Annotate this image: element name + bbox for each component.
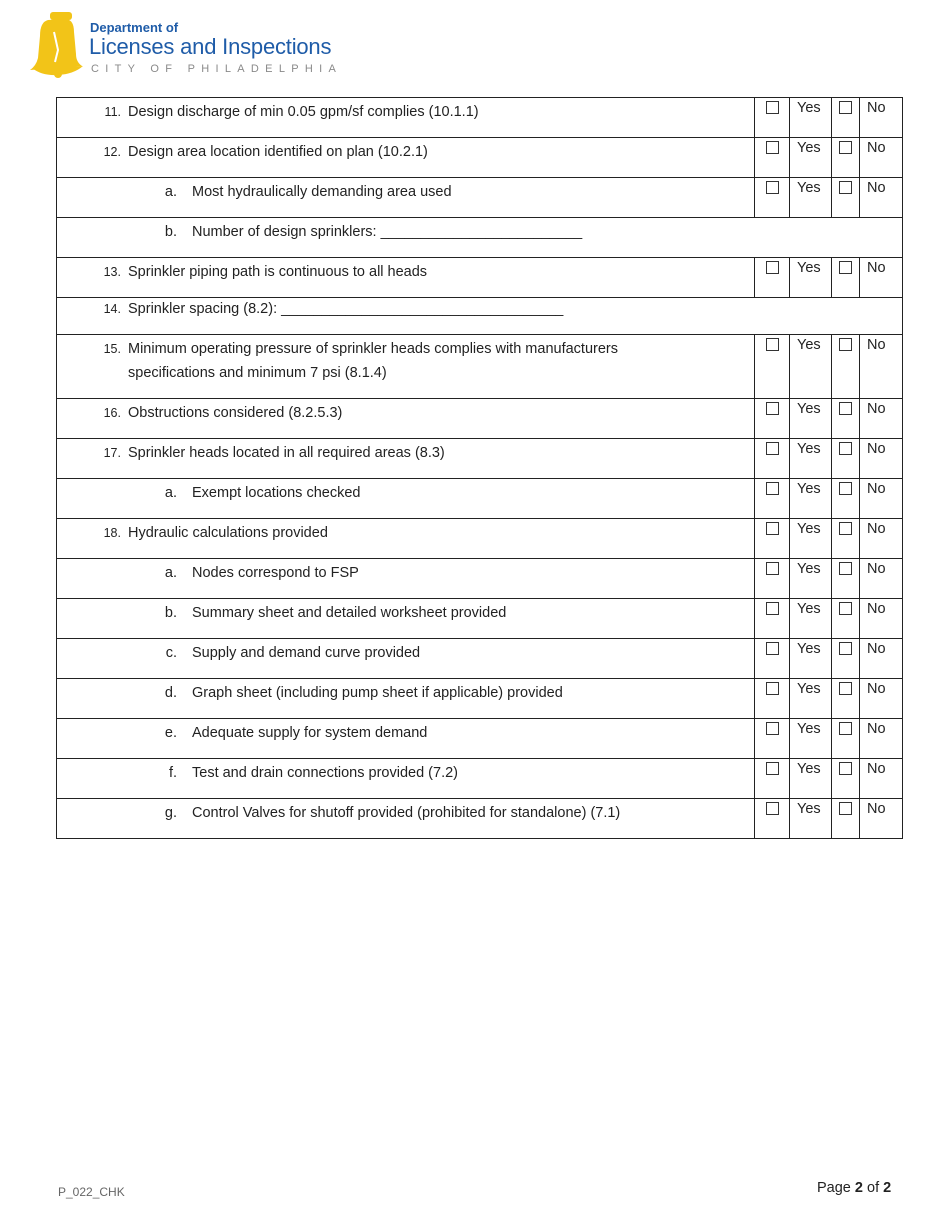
- item-number: 18.: [103, 526, 121, 540]
- item-text: Summary sheet and detailed worksheet provided: [192, 605, 507, 621]
- checklist-row: [57, 399, 903, 439]
- yes-checkbox[interactable]: [766, 682, 779, 695]
- item-letter: b.: [164, 605, 177, 621]
- yes-label: Yes: [790, 98, 832, 138]
- yes-checkbox[interactable]: [766, 602, 779, 615]
- item-text: Design area location identified on plan (10.2.1): [128, 144, 428, 160]
- page-prefix: Page: [817, 1180, 851, 1196]
- yes-label: Yes: [790, 439, 832, 479]
- yes-label: Yes: [790, 479, 832, 519]
- no-label: No: [860, 639, 903, 679]
- yes-checkbox[interactable]: [766, 802, 779, 815]
- no-label: No: [860, 719, 903, 759]
- checklist-row: [57, 298, 903, 335]
- item-number: 11.: [104, 105, 121, 119]
- page-indicator: [817, 1180, 891, 1196]
- no-checkbox[interactable]: [839, 802, 852, 815]
- department-title: Licenses and Inspections: [89, 34, 332, 59]
- checklist-row: [57, 218, 903, 258]
- item-letter: a.: [164, 184, 177, 200]
- design-sprinklers-field[interactable]: Number of design sprinklers: _________________________: [192, 224, 583, 240]
- item-number: 13.: [103, 265, 121, 279]
- page-of: of: [867, 1180, 880, 1196]
- no-checkbox[interactable]: [839, 522, 852, 535]
- yes-checkbox[interactable]: [766, 181, 779, 194]
- item-letter: b.: [164, 224, 177, 240]
- no-checkbox[interactable]: [839, 642, 852, 655]
- no-checkbox[interactable]: [839, 762, 852, 775]
- checklist-row: [57, 719, 903, 759]
- yes-label: Yes: [790, 335, 832, 399]
- item-text: Test and drain connections provided (7.2): [192, 765, 458, 781]
- item-number: 12.: [103, 145, 121, 159]
- checklist-row: [57, 519, 903, 559]
- checklist-row: [57, 679, 903, 719]
- item-number: 16.: [103, 406, 121, 420]
- no-label: No: [860, 335, 903, 399]
- no-label: No: [860, 759, 903, 799]
- no-checkbox[interactable]: [839, 338, 852, 351]
- yes-checkbox[interactable]: [766, 522, 779, 535]
- no-label: No: [860, 399, 903, 439]
- no-label: No: [860, 799, 903, 839]
- checklist-row: [57, 639, 903, 679]
- yes-label: Yes: [790, 599, 832, 639]
- checklist-table: [56, 97, 903, 839]
- no-label: No: [860, 519, 903, 559]
- item-text: Control Valves for shutoff provided (prohibited for standalone) (7.1): [192, 805, 621, 821]
- no-label: No: [860, 178, 903, 218]
- yes-checkbox[interactable]: [766, 642, 779, 655]
- sprinkler-spacing-field[interactable]: Sprinkler spacing (8.2): ___________________________________: [128, 301, 564, 317]
- yes-checkbox[interactable]: [766, 442, 779, 455]
- page-current: 2: [854, 1180, 863, 1196]
- yes-label: Yes: [790, 178, 832, 218]
- yes-checkbox[interactable]: [766, 141, 779, 154]
- item-text: Graph sheet (including pump sheet if applicable) provided: [192, 685, 563, 701]
- item-text: Sprinkler piping path is continuous to all heads: [128, 264, 428, 280]
- yes-label: Yes: [790, 519, 832, 559]
- no-label: No: [860, 479, 903, 519]
- no-label: No: [860, 679, 903, 719]
- checklist-row: [57, 258, 903, 298]
- item-text: Exempt locations checked: [192, 485, 361, 501]
- item-number: 17.: [103, 446, 121, 460]
- checklist-row: [57, 335, 903, 399]
- item-text: Most hydraulically demanding area used: [192, 184, 452, 200]
- checklist-row: [57, 759, 903, 799]
- no-checkbox[interactable]: [839, 101, 852, 114]
- item-text: Hydraulic calculations provided: [128, 525, 328, 541]
- yes-checkbox[interactable]: [766, 722, 779, 735]
- no-label: No: [860, 258, 903, 298]
- item-text: Minimum operating pressure of sprinkler heads complies with manufacturers specifications and minimum 7 psi (8.1.4): [128, 341, 618, 381]
- yes-label: Yes: [790, 399, 832, 439]
- no-label: No: [860, 559, 903, 599]
- item-letter: e.: [164, 725, 177, 741]
- checklist-row: [57, 439, 903, 479]
- checklist-row: [57, 599, 903, 639]
- yes-checkbox[interactable]: [766, 101, 779, 114]
- yes-label: Yes: [790, 719, 832, 759]
- no-checkbox[interactable]: [839, 682, 852, 695]
- no-checkbox[interactable]: [839, 402, 852, 415]
- no-checkbox[interactable]: [839, 562, 852, 575]
- yes-checkbox[interactable]: [766, 562, 779, 575]
- yes-checkbox[interactable]: [766, 261, 779, 274]
- checklist-row: [57, 178, 903, 218]
- no-label: No: [860, 98, 903, 138]
- form-code: P_022_CHK: [58, 1185, 125, 1199]
- item-number: 15.: [103, 342, 121, 356]
- item-letter: f.: [168, 765, 177, 781]
- yes-label: Yes: [790, 559, 832, 599]
- department-logo: [28, 10, 368, 80]
- no-label: No: [860, 599, 903, 639]
- no-checkbox[interactable]: [839, 442, 852, 455]
- yes-label: Yes: [790, 258, 832, 298]
- yes-label: Yes: [790, 679, 832, 719]
- city-label: CITY OF PHILADELPHIA: [91, 63, 343, 75]
- checklist-row: [57, 559, 903, 599]
- item-text: Nodes correspond to FSP: [192, 565, 359, 581]
- no-checkbox[interactable]: [839, 181, 852, 194]
- item-text: Supply and demand curve provided: [192, 645, 421, 661]
- item-number: 14.: [103, 302, 121, 316]
- no-label: No: [860, 439, 903, 479]
- yes-label: Yes: [790, 639, 832, 679]
- item-letter: g.: [164, 805, 177, 821]
- no-label: No: [860, 138, 903, 178]
- no-checkbox[interactable]: [839, 602, 852, 615]
- yes-label: Yes: [790, 138, 832, 178]
- checklist-row: [57, 479, 903, 519]
- item-letter: a.: [164, 485, 177, 501]
- no-checkbox[interactable]: [839, 482, 852, 495]
- yes-label: Yes: [790, 799, 832, 839]
- no-checkbox[interactable]: [839, 141, 852, 154]
- checklist-row: [57, 799, 903, 839]
- yes-checkbox[interactable]: [766, 762, 779, 775]
- yes-checkbox[interactable]: [766, 338, 779, 351]
- item-text: Obstructions considered (8.2.5.3): [128, 405, 343, 421]
- yes-checkbox[interactable]: [766, 482, 779, 495]
- page-total: 2: [883, 1180, 892, 1196]
- item-text: Adequate supply for system demand: [192, 725, 428, 741]
- liberty-bell-icon: [28, 10, 86, 78]
- item-letter: c.: [165, 645, 177, 661]
- item-letter: d.: [164, 685, 177, 701]
- checklist-row: [57, 138, 903, 178]
- department-label: Department of: [90, 20, 179, 35]
- yes-checkbox[interactable]: [766, 402, 779, 415]
- yes-label: Yes: [790, 759, 832, 799]
- item-text: Design discharge of min 0.05 gpm/sf complies (10.1.1): [128, 104, 479, 120]
- no-checkbox[interactable]: [839, 261, 852, 274]
- checklist-row: [57, 98, 903, 138]
- item-letter: a.: [164, 565, 177, 581]
- no-checkbox[interactable]: [839, 722, 852, 735]
- item-text: Sprinkler heads located in all required areas (8.3): [128, 445, 445, 461]
